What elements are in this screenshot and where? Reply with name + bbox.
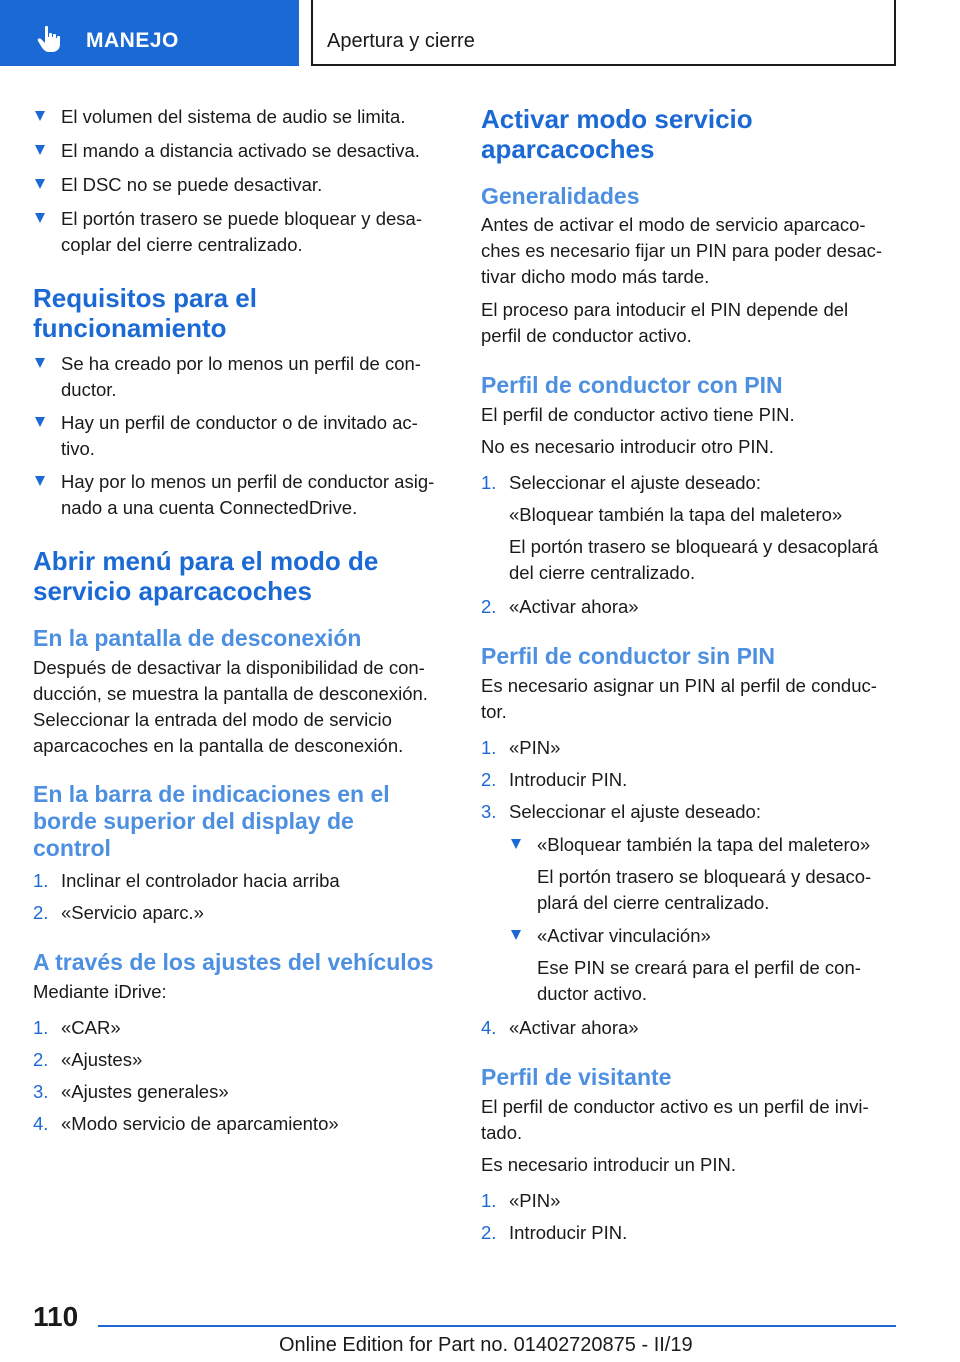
option-description: El portón trasero se bloqueará y desacoplará del cierre centralizado. xyxy=(509,536,879,583)
triangle-bullet-icon xyxy=(35,476,45,486)
footer-edition: Online Edition for Part no. 01402720875 - II/19 xyxy=(279,1334,693,1356)
heading-vehicle-settings: A través de los ajustes del vehículos xyxy=(33,949,434,975)
list-item: 2. «Ajustes» xyxy=(33,1049,143,1070)
chapter-header xyxy=(311,0,896,66)
list-item: 1. «PIN» xyxy=(481,737,561,758)
triangle-bullet-icon xyxy=(35,417,45,427)
general-text-1: Antes de activar el modo de servicio aparcaco- ches es necesario fijar un PIN para poder desac- tivar dicho modo más tarde. xyxy=(481,214,883,287)
list-item: El mando a distancia activado se desactiva. xyxy=(33,138,448,164)
heading-profile-with-pin: Perfil de conductor con PIN xyxy=(481,372,783,398)
heading-shutdown-screen: En la pantalla de desconexión xyxy=(33,625,362,651)
list-item: Hay por lo menos un perfil de conductor asig- nado a una cuenta ConnectedDrive. xyxy=(33,469,448,521)
heading-profile-without-pin: Perfil de conductor sin PIN xyxy=(481,643,775,669)
triangle-bullet-icon xyxy=(35,213,45,223)
list-item: 2. «Servicio aparc.» xyxy=(33,902,204,923)
triangle-bullet-icon xyxy=(35,145,45,155)
vehicle-settings-intro: Mediante iDrive: xyxy=(33,981,167,1002)
heading-general: Generalidades xyxy=(481,183,640,209)
triangle-bullet-icon xyxy=(511,930,521,940)
option-label: «Bloquear también la tapa del maletero» xyxy=(509,504,843,525)
hand-pointer-icon xyxy=(36,24,66,54)
list-item: 1. Inclinar el controlador hacia arriba xyxy=(33,870,340,891)
triangle-bullet-icon xyxy=(35,111,45,121)
nopin-text: Es necesario asignar un PIN al perfil de conduc- tor. xyxy=(481,675,877,722)
visitor-text-1: El perfil de conductor activo es un perfil de invi- tado. xyxy=(481,1096,869,1143)
list-item: 1. «CAR» xyxy=(33,1017,121,1038)
heading-open-menu: Abrir menú para el modo de servicio aparcacoches xyxy=(33,546,379,606)
list-item: 1. «PIN» xyxy=(481,1190,561,1211)
heading-status-bar: En la barra de indicaciones en el borde superior del display de control xyxy=(33,781,390,861)
triangle-bullet-icon xyxy=(35,358,45,368)
list-item: 2. Introducir PIN. xyxy=(481,1222,628,1243)
list-item: 2. Introducir PIN. xyxy=(481,769,628,790)
heading-activate-valet: Activar modo servicio aparcacoches xyxy=(481,104,753,164)
page-number: 110 xyxy=(33,1301,79,1332)
visitor-text-2: Es necesario introducir un PIN. xyxy=(481,1154,737,1175)
right-column xyxy=(481,100,891,1246)
heading-visitor-profile: Perfil de visitante xyxy=(481,1064,672,1090)
footer-divider xyxy=(98,1325,896,1327)
list-item: El volumen del sistema de audio se limita. xyxy=(33,104,448,130)
list-item: Se ha creado por lo menos un perfil de con- ductor. xyxy=(33,351,448,403)
list-item: 2. «Activar ahora» xyxy=(481,596,639,617)
heading-requirements: Requisitos para el funcionamiento xyxy=(33,283,257,343)
list-item: 3. «Ajustes generales» xyxy=(33,1081,229,1102)
pin-text-2: No es necesario introducir otro PIN. xyxy=(481,436,775,457)
list-item: 3. Seleccionar el ajuste deseado: xyxy=(481,801,761,822)
sub-list-item: «Bloquear también la tapa del maletero» xyxy=(509,832,891,858)
triangle-bullet-icon xyxy=(511,839,521,849)
pin-text-1: El perfil de conductor activo tiene PIN. xyxy=(481,404,795,425)
list-item: El DSC no se puede desactivar. xyxy=(33,172,448,198)
list-item: 4. «Modo servicio de aparcamiento» xyxy=(33,1113,339,1134)
shutdown-screen-text: Después de desactivar la disponibilidad de con- ducción, se muestra la pantalla de desconexión. Seleccionar la entrada del modo de servicio aparcacoches en la pantalla de desconexión. xyxy=(33,657,428,756)
list-item: Hay un perfil de conductor o de invitado ac- tivo. xyxy=(33,410,448,462)
list-item: El portón trasero se puede bloquear y desa- coplar del cierre centralizado. xyxy=(33,206,448,258)
option-description: El portón trasero se bloqueará y desaco- plará del cierre centralizado. xyxy=(537,866,872,913)
header-section-tab xyxy=(0,0,299,66)
chapter-title: Apertura y cierre xyxy=(327,30,475,52)
section-title: MANEJO xyxy=(86,29,179,52)
sub-list-item: «Activar vinculación» xyxy=(509,923,891,949)
list-item: 1. Seleccionar el ajuste deseado: xyxy=(481,472,761,493)
general-text-2: El proceso para intoducir el PIN depende del perfil de conductor activo. xyxy=(481,299,849,346)
left-column xyxy=(33,100,448,1137)
option-description: Ese PIN se creará para el perfil de con- ductor activo. xyxy=(537,957,861,1004)
list-item: 4. «Activar ahora» xyxy=(481,1017,639,1038)
triangle-bullet-icon xyxy=(35,179,45,189)
